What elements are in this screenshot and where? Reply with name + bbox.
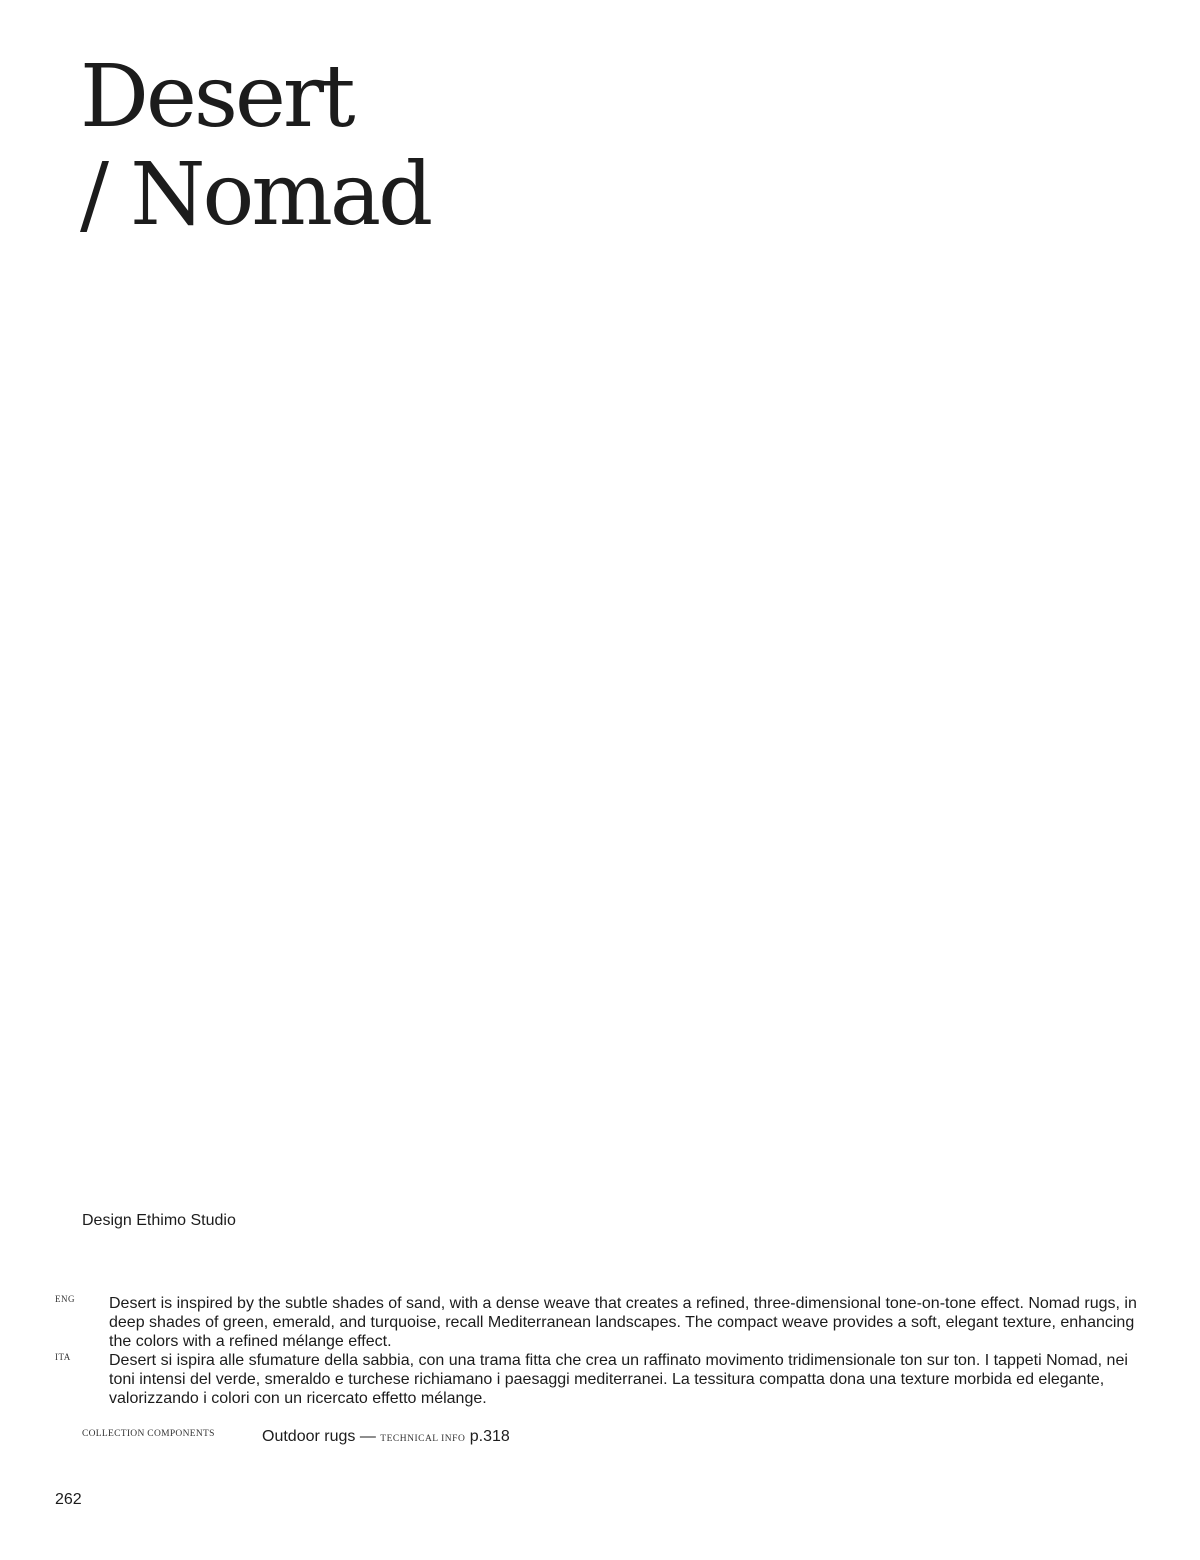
- page-title: [80, 48, 430, 244]
- description-ita: Desert si ispira alle sfumature della sabbia, con una trama fitta che crea un raffinato movimento tridimensionale ton sur ton. I tappeti Nomad, nei toni intensi del verde, smeraldo e turchese richiamano i paesaggi mediterranei. La tessitura compatta dona una texture morbida ed elegante, valorizzando i colori con un ricercato effetto mélange.: [109, 1352, 1128, 1407]
- collection-components-label: COLLECTION COMPONENTS: [82, 1429, 215, 1439]
- designer-credit: Design Ethimo Studio: [82, 1212, 236, 1229]
- title-line-desert: Desert: [80, 47, 353, 147]
- technical-info-label: TECHNICAL INFO: [380, 1434, 466, 1444]
- lang-label-ita: ITA: [55, 1352, 71, 1362]
- lang-label-eng: ENG: [55, 1294, 75, 1304]
- collection-components-line: [262, 1427, 510, 1449]
- title-line-nomad: / Nomad: [80, 145, 431, 245]
- description-eng: Desert is inspired by the subtle shades of sand, with a dense weave that creates a refined, three-dimensional tone-on-tone effect. Nomad rugs, in deep shades of green, emerald, and turquoise, recall Mediterranean landscapes. The compact weave provides a soft, elegant texture, enhancing the colors with a refined mélange effect.: [109, 1295, 1137, 1350]
- technical-info-page-ref[interactable]: p.318: [469, 1428, 510, 1445]
- page-number: 262: [55, 1491, 82, 1508]
- collection-item: Outdoor rugs —: [262, 1428, 376, 1445]
